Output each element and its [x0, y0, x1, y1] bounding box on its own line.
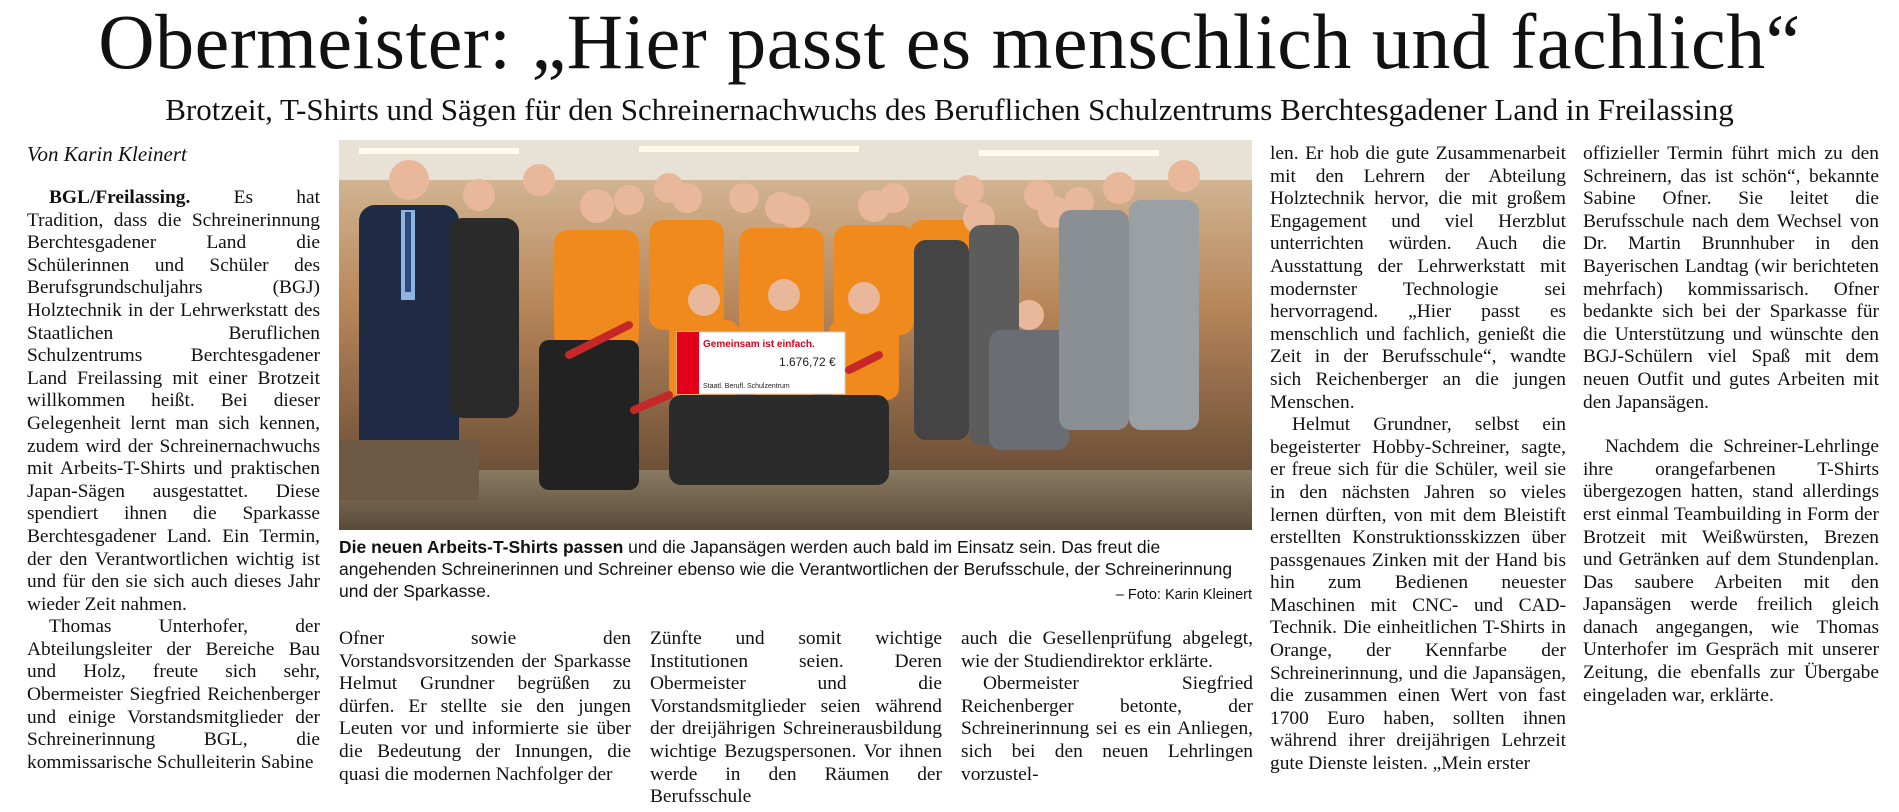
paragraph: Helmut Grundner, selbst ein begeisterter Hobby-Schreiner, sagte, er freue sich für die Schüler, weil sie in den nächsten Jahren so vieles lernen dürften, von mit dem Bleistift erstellten Konstruktionsskizzen über passgenaues Zinken mit der Hand bis hin zum Bedienen neuester Maschinen mit CNC- und CAD-Technik. Die einheitlichen T-Shirts in Orange, der Kennfarbe der Schreinerinnung, und die Japansägen, die zusammen einen Wert von fast 1700 Euro haben, sollten ihnen während ihrer dreijährigen Lehrzeit gute Dienste leisten. „Mein erster — [1270, 414, 1566, 775]
paragraph: Obermeister Siegfried Reichenberger betonte, der Schreinerinnung sei es ein Anliegen, sich bei den neuen Lehrlingen vorzustel- — [961, 673, 1253, 785]
paragraph: Zünfte und somit wichtige Institutionen seien. Deren Obermeister und die Vorstandsmitglieder seien während der dreijährigen Schreinerausbildung wichtige Bezugspersonen. Vor ihnen werde in den Räumen der Berufsschule — [650, 628, 942, 808]
author-byline: Von Karin Kleinert — [27, 142, 187, 166]
article-column-1 — [27, 187, 320, 774]
article-column-5 — [1270, 143, 1566, 776]
paragraph: Nachdem die Schreiner-Lehrlinge ihre orangefarbenen T-Shirts übergezogen hatten, stand allerdings erst einmal Teambuilding in Form der Brotzeit mit Weißwürsten, Brezen und Getränken auf dem Stundenplan. Das saubere Arbeiten mit den Japansägen werde freilich gleich danach angegangen, wie Thomas Unterhofer im Gespräch mit unserer Zeitung, die ebenfalls zur Übergabe eingeladen war, erklärte. — [1583, 436, 1879, 706]
donation-check — [677, 332, 845, 394]
paragraph: offizieller Termin führt mich zu den Schreinern, das ist schön“, bekannte Sabine Ofner. Sie leitet die Berufsschule nach dem Wechsel von Dr. Martin Brunnhuber in den Bayerischen Landtag (wir berichteten mehrfach) kommissarisch. Ofner bedankte sich bei der Sparkasse für die Unterstützung und wünschte den BGJ-Schülern viel Spaß mit dem neuen Outfit und gutes Arbeiten mit den Japansägen. — [1583, 143, 1879, 413]
caption-text: und die Japansägen werden auch bald im Einsatz sein. Das freut die angehenden Schreinerinnen und Schreiner ebenso wie die Verantwortlichen der Berufsschule, der Schreinerinnung und der Sparkasse. — [339, 537, 1233, 601]
check-title: Gemeinsam ist einfach. — [703, 339, 815, 350]
paragraph: auch die Gesellenprüfung abgelegt, wie der Studiendirektor erklärte. — [961, 628, 1253, 672]
article-column-4 — [961, 628, 1253, 786]
group-photo — [339, 140, 1252, 530]
dateline: BGL/Freilassing. — [49, 187, 191, 208]
paragraph: Thomas Unterhofer, der Abteilungsleiter der Bereiche Bau und Holz, freute sich sehr, Obermeister Siegfried Reichenberger und einige Vorstandsmitglieder der Schreinerinnung BGL, die kommissarische Schulleiterin Sabine — [27, 616, 320, 773]
check-amount: 1.676,72 € — [779, 355, 836, 369]
group-photo-illustration — [339, 140, 1252, 530]
caption-lead: Die neuen Arbeits-T-Shirts passen — [339, 537, 624, 557]
article-column-3 — [650, 628, 942, 809]
article-column-2 — [339, 628, 631, 786]
headline: Obermeister: „Hier passt es menschlich und fachlich“ — [98, 0, 1801, 85]
article-column-6 — [1583, 143, 1879, 707]
check-payee: Staatl. Berufl. Schulzentrum — [703, 383, 790, 390]
paragraph: Es hat Tradition, dass die Schreinerinnung Berchtesgadener Land die Schülerinnen und Schüler des Berufsgrundschuljahrs (BGJ) Holztechnik in der Lehrwerkstatt des Staatlichen Beruflichen Schulzentrums Berchtesgadener Land Freilassing mit einer Brotzeit willkommen heißt. Bei dieser Gelegenheit lernt man sich kennen, zudem wird der Schreinernachwuchs mit Arbeits-T-Shirts und praktischen Japan-Sägen ausgestattet. Diese spendiert ihnen die Sparkasse Berchtesgadener Land. Ein Termin, der den Verantwortlichen wichtig ist und für den sie sich auch dieses Jahr wieder Zeit nahmen. — [27, 187, 320, 615]
subline: Brotzeit, T-Shirts und Sägen für den Schreinernachwuchs des Beruflichen Schulzentrums Berchtesgadener Land in Freilassing — [165, 92, 1734, 127]
paragraph: Ofner sowie den Vorstandsvorsitzenden der Sparkasse Helmut Grundner begrüßen zu dürfen. Er stellte sie den jungen Leuten vor und informierte sie über die Bedeutung der Innungen, die quasi die modernen Nachfolger der — [339, 628, 631, 785]
paragraph: len. Er hob die gute Zusammenarbeit mit den Lehrern der Abteilung Holztechnik hervor, die mit großem Engagement und viel Herzblut unterrichten würden. Auch die Ausstattung der Lehrwerkstatt mit modernster Technologie sei hervorragend. „Hier passt es menschlich und fachlich, genießt die Zeit in der Berufsschule“, wandte sich Reichenberger an die jungen Menschen. — [1270, 143, 1566, 413]
photo-credit: – Foto: Karin Kleinert — [1115, 587, 1252, 603]
